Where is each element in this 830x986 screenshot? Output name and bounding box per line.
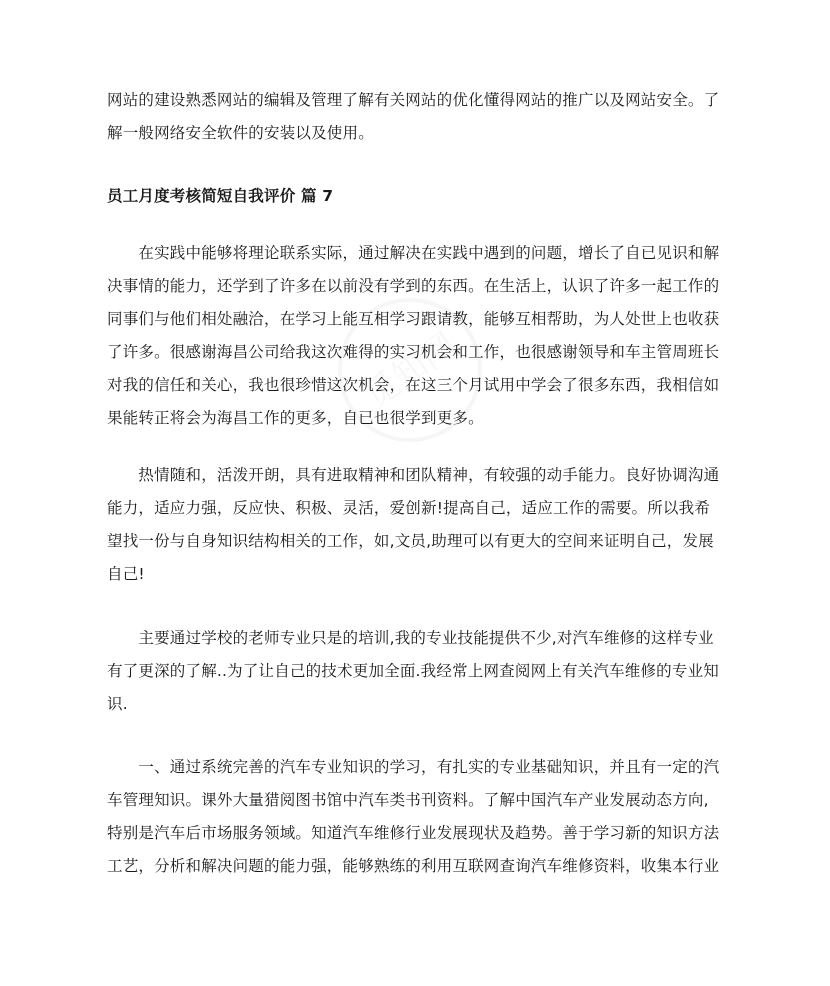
- text-line: 车管理知识。课外大量猎阅图书馆中汽车类书刊资料。了解中国汽车产业发展动态方向,: [107, 791, 709, 809]
- paragraph-4: [107, 751, 727, 883]
- text-line: 决事情的能力，还学到了许多在以前没有学到的东西。在生活上，认识了许多一起工作的: [107, 277, 720, 295]
- paragraph-3: [107, 622, 727, 721]
- text-line: 同事们与他们相处融洽，在学习上能互相学习跟请教，能够互相帮助，为人处世上也收获: [107, 310, 720, 328]
- text-line: 网站的建设熟悉网站的编辑及管理了解有关网站的优化懂得网站的推广以及网站安全。了: [107, 91, 720, 109]
- text-line: 对我的信任和关心，我也很珍惜这次机会，在这三个月试用中学会了很多东西，我相信如: [107, 376, 720, 394]
- text-line: 热情随和，活泼开朗，具有进取精神和团队精神，有较强的动手能力。良好协调沟通: [107, 466, 720, 484]
- text-line: 果能转正将会为海昌工作的更多，自已也很学到更多。: [107, 409, 484, 427]
- text-line: 一、通过系统完善的汽车专业知识的学习，有扎实的专业基础知识，并且有一定的汽: [107, 758, 720, 776]
- text-line: 特别是汽车后市场服务领域。知道汽车维修行业发展现状及趋势。善于学习新的知识方法: [107, 824, 720, 842]
- text-line: 望找一份与自身知识结构相关的工作，如,文员,助理可以有更大的空间来证明自己，发展: [107, 532, 714, 550]
- paragraph-2: [107, 459, 727, 591]
- text-line: 自己!: [107, 565, 145, 583]
- text-line: 了许多。很感谢海昌公司给我这次难得的实习机会和工作，也很感谢领导和车主管周班长: [107, 343, 720, 361]
- watermark-text: 觅知网: [357, 325, 464, 417]
- section-heading-text: 员工月度考核简短自我评价 篇 7: [107, 187, 334, 205]
- section-heading: [107, 180, 727, 213]
- text-line: 主要通过学校的老师专业只是的培训,我的专业技能提供不少,对汽车维修的这样专业: [107, 629, 714, 647]
- text-line: 解一般网络安全软件的安装以及使用。: [107, 124, 374, 142]
- text-line: 能力，适应力强，反应快、积极、灵活，爱创新!提高自己，适应工作的需要。所以我希: [107, 499, 711, 517]
- text-line: 在实践中能够将理论联系实际，通过解决在实践中遇到的问题，增长了自已见识和解: [107, 244, 720, 262]
- intro-paragraph: [107, 84, 727, 150]
- paragraph-1: [107, 237, 727, 435]
- text-line: 有了更深的了解..为了让自己的技术更加全面.我经常上网查阅网上有关汽车维修的专业知: [107, 662, 719, 680]
- text-line: 工艺，分析和解决问题的能力强，能够熟练的利用互联网查询汽车维修资料，收集本行业: [107, 857, 720, 875]
- text-line: 识.: [107, 695, 128, 713]
